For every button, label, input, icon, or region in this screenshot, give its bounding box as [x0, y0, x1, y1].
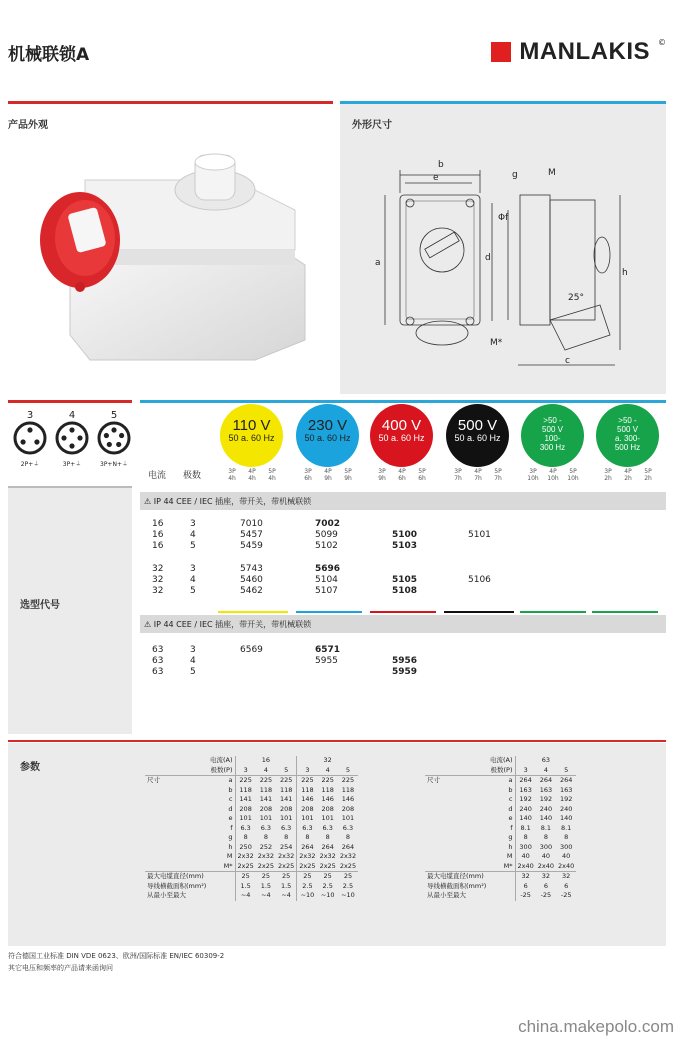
order-cell: 63	[152, 656, 164, 666]
pole-code: 4P 6h	[398, 468, 406, 482]
frequency-value: 50 a. 60 Hz	[304, 433, 351, 443]
order-cell: 32	[152, 575, 164, 585]
plug-pin-count: 3	[26, 410, 34, 421]
voltage-badge-0	[220, 404, 283, 467]
dim-e: e	[433, 173, 439, 183]
dim-h: h	[622, 268, 628, 278]
pole-code: 4P 9h	[324, 468, 332, 482]
pole-code: 5P 4h	[268, 468, 276, 482]
order-cell: 16	[152, 541, 164, 551]
brand-logo	[491, 38, 666, 66]
order-cell: 5459	[240, 541, 263, 551]
plug-3	[12, 410, 48, 468]
page-title: 机械联锁A	[8, 45, 90, 65]
frequency-value: 50 a. 60 Hz	[378, 433, 425, 443]
order-cell: 5100	[392, 530, 418, 540]
params-table-left: 电流(A) 16 32 极数(P) 3 4 5 3 4 5 尺寸 a 225 225 225 225 225 225 b 118 118 118 118 118 118 c 141 141 141 146 146 146 d 208 208 208 208 208 208 e 101 101 101 101 101 101 f 6.3 6.3 6.3 6.3 6.3 6.3 g 8 8 8 8 8 8 h 250 252 254 264 264 264 M 2x32 2x32 2x32 2x32 2x32 2x32 M* 2x25 2x25 2x25 2x25 2x25 2x25 最大电缆直径(mm) 25 25 25 25 25 25 导线横截面积(mm²) 1.5 1.5 1.5 2.5 2.5 2.5 从最小至最大 ~4 ~4 ~4 ~10 ~10 ~10	[147, 756, 357, 899]
footer-inquiry: 其它电压和频率的产品请来函询问	[8, 964, 113, 972]
dim-b: b	[438, 160, 444, 170]
voltage-badge-3	[446, 404, 509, 467]
footer-standard: 符合德国工业标准 DIN VDE 0623、欧洲/国际标准 EN/IEC 60309-2	[8, 952, 225, 960]
dimension-drawing	[370, 155, 660, 385]
voltage-badge-2	[370, 404, 433, 467]
plug-label: 2P+⏚	[20, 461, 40, 468]
dim-g: g	[512, 170, 518, 180]
pole-code: 4P 2h	[624, 468, 632, 482]
product-image	[30, 150, 310, 365]
voltage-badge-5	[596, 404, 659, 467]
plug-face-icon	[55, 421, 89, 455]
pole-code: 4P 4h	[248, 468, 256, 482]
pole-code: 5P 9h	[344, 468, 352, 482]
order-cell: 5104	[315, 575, 338, 585]
voltage-value: 230 V	[307, 417, 348, 434]
order-cell: 63	[152, 645, 164, 655]
order-cell: 5	[190, 586, 196, 596]
pole-code: 3P 6h	[304, 468, 312, 482]
section-appearance: 产品外观	[8, 120, 48, 131]
order-cell: 5	[190, 667, 196, 677]
order-cell: 5462	[240, 586, 263, 596]
order-cell: 3	[190, 519, 196, 529]
divider-red	[8, 101, 333, 104]
voltage-value: 500 V	[457, 417, 498, 434]
voltage-badge-1	[296, 404, 359, 467]
voltage-value: >50 - 500 V 100- 300 Hz	[539, 416, 566, 452]
brand-reg-mark: ©	[658, 38, 666, 47]
pole-code: 5P 6h	[418, 468, 426, 482]
plug-pin-count: 5	[110, 410, 118, 421]
order-cell: 5743	[240, 564, 263, 574]
header-poles: 极数	[183, 471, 202, 481]
voltage-value: >50 - 500 V a. 300- 500 Hz	[614, 416, 641, 452]
pole-code: 5P 7h	[494, 468, 502, 482]
pole-code: 4P 7h	[474, 468, 482, 482]
dim-a: a	[375, 258, 381, 268]
order-cell: 4	[190, 575, 196, 585]
pole-code: 3P 4h	[228, 468, 236, 482]
pole-code: 5P 2h	[644, 468, 652, 482]
dim-M: M	[548, 168, 556, 178]
dim-phi: Φf	[498, 213, 509, 223]
order-cell: 5105	[392, 575, 418, 585]
order-cell: 5107	[315, 586, 338, 596]
order-cell: 3	[190, 564, 196, 574]
order-cell: 4	[190, 530, 196, 540]
pole-code: 3P 2h	[604, 468, 612, 482]
plug-4	[54, 410, 90, 468]
order-cell: 6569	[240, 645, 263, 655]
voltage-badge-4	[521, 404, 584, 467]
order-cell: 5460	[240, 575, 263, 585]
order-cell: 5	[190, 541, 196, 551]
plug-label: 3P+⏚	[62, 461, 82, 468]
order-cell: 5457	[240, 530, 263, 540]
dim-mstar: M*	[490, 338, 503, 348]
section-params: 参数	[20, 762, 40, 773]
order-cell: 5108	[392, 586, 418, 596]
voltage-value: 110 V	[232, 417, 271, 434]
dim-c: c	[565, 356, 570, 366]
logo-square-icon	[491, 42, 511, 62]
order-cell: 63	[152, 667, 164, 677]
order-label-panel	[8, 488, 132, 734]
order-cell: 5959	[392, 667, 418, 677]
watermark: china.makepolo.com	[518, 1017, 674, 1036]
plug-face-icon	[13, 421, 47, 455]
order-cell: 16	[152, 530, 164, 540]
order-cell: 6571	[315, 645, 341, 655]
plug-face-icon	[97, 421, 131, 455]
frequency-value: 50 a. 60 Hz	[228, 433, 275, 443]
order-cell: 7002	[315, 519, 341, 529]
frequency-value: 50 a. 60 Hz	[454, 433, 501, 443]
band-ip44-1: ⚠ IP 44 CEE / IEC 插座，带开关，带机械联锁	[140, 492, 666, 510]
order-cell: 5099	[315, 530, 338, 540]
section-dimensions: 外形尺寸	[352, 120, 392, 131]
params-table-right: 电流(A) 63 极数(P) 3 4 5 尺寸 a 264 264 264 b 163 163 163 c 192 192 192 d 240 240 240 e 140 140 140 f 8.1 8.1 8.1 g 8 8 8 h 300 300 300 M 40 40 40 M* 2x40 2x40 2x40 最大电缆直径(mm) 32 32 32 导线横截面积(mm²) 6 6 6 从最小至最大 -25 -25 -25	[427, 756, 575, 899]
order-cell: 4	[190, 656, 196, 666]
order-cell: 5101	[468, 530, 491, 540]
order-cell: 3	[190, 645, 196, 655]
order-cell: 5956	[392, 656, 418, 666]
pole-code: 4P 10h	[547, 468, 559, 482]
order-cell: 16	[152, 519, 164, 529]
plug-pin-count: 4	[68, 410, 76, 421]
divider-red-2	[8, 400, 132, 403]
plug-label: 3P+N+⏚	[100, 461, 128, 468]
header-current: 电流	[148, 471, 167, 481]
pole-code: 3P 10h	[527, 468, 539, 482]
divider-blue-2	[140, 400, 666, 403]
section-order-code: 选型代号	[20, 600, 60, 611]
order-cell: 5106	[468, 575, 491, 585]
pole-code: 5P 10h	[567, 468, 579, 482]
brand-name: MANLAKIS	[519, 38, 650, 65]
order-cell: 5696	[315, 564, 341, 574]
band-ip44-2: ⚠ IP 44 CEE / IEC 插座，带开关，带机械联锁	[140, 615, 666, 633]
order-cell: 5955	[315, 656, 338, 666]
dim-angle: 25°	[568, 293, 584, 303]
plug-5	[96, 410, 132, 468]
pole-code: 3P 9h	[378, 468, 386, 482]
pole-code: 3P 7h	[454, 468, 462, 482]
voltage-value: 400 V	[381, 417, 422, 434]
order-cell: 32	[152, 586, 164, 596]
order-cell: 7010	[240, 519, 263, 529]
dim-d: d	[485, 253, 491, 263]
order-cell: 32	[152, 564, 164, 574]
order-cell: 5102	[315, 541, 338, 551]
order-cell: 5103	[392, 541, 418, 551]
